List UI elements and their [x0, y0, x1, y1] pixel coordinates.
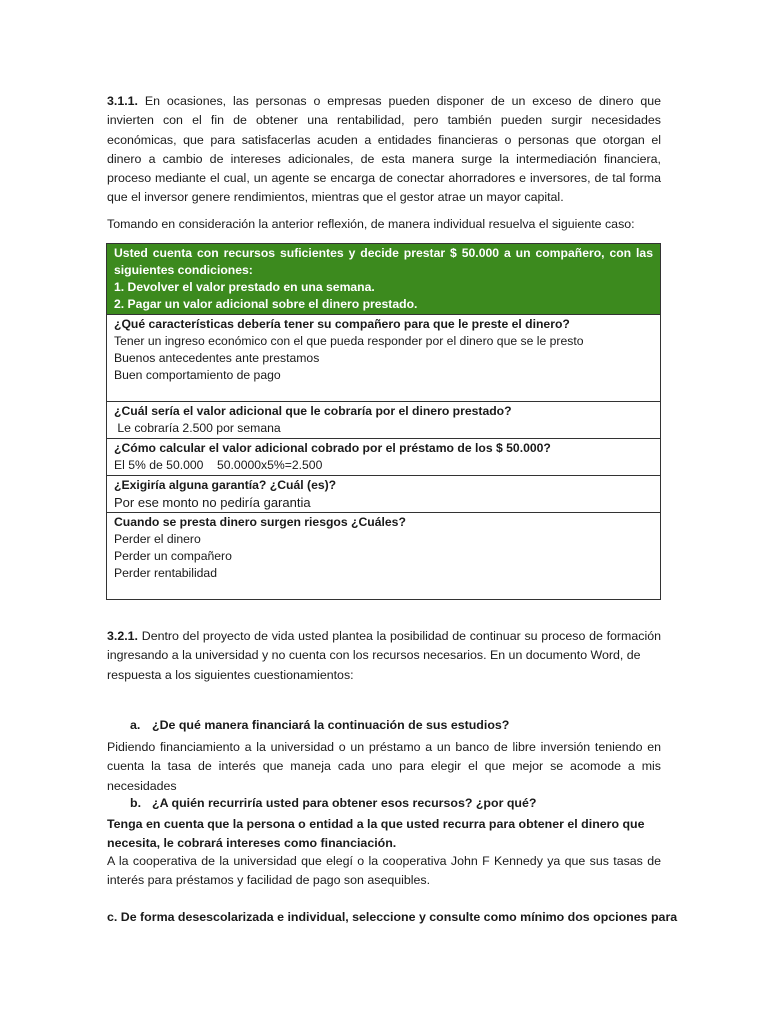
table-row [107, 402, 661, 439]
case-instruction: Tomando en consideración la anterior reflexión, de manera individual resuelva el siguiente caso: [107, 217, 635, 231]
case-header-row [107, 244, 661, 315]
section-number: 3.1.1. [107, 94, 139, 108]
table-row [107, 513, 661, 600]
section-3-2-1-intro: 3.2.1. Dentro del proyecto de vida usted plantea la posibilidad de continuar su proceso de formación ingresando a la universidad y no cuenta con los recursos necesarios. En un documento Word, de respuesta a los siguientes cuestionamientos: [107, 629, 661, 682]
question-b-note: Tenga en cuenta que la persona o entidad a la que usted recurra para obtener el dinero que necesita, le cobrará intereses como financiación. [107, 817, 645, 850]
section-number: 3.2.1. [107, 629, 139, 643]
loan-case-table [106, 243, 661, 600]
answer-b: A la cooperativa de la universidad que elegí o la cooperativa John F Kennedy ya que sus tasas de interés para préstamos y facilidad de pago son asequibles. [107, 854, 661, 888]
question-cell: ¿Cómo calcular el valor adicional cobrado por el préstamo de los $ 50.000? El 5% de 50.000 50.0000x5%=2.500 [107, 439, 661, 476]
table-row [107, 439, 661, 476]
question-a-label: a. [130, 718, 141, 732]
table-row [107, 476, 661, 513]
question-cell: Cuando se presta dinero surgen riesgos ¿Cuáles? Perder el dinero Perder un compañero Perder rentabilidad [107, 513, 661, 600]
answer-a: Pidiendo financiamiento a la universidad o un préstamo a un banco de libre inversión teniendo en cuenta la tasa de interés que maneja cada uno para elegir el que mejor se acomode a mis necesidades [107, 740, 661, 793]
question-cell: ¿Qué características debería tener su compañero para que le preste el dinero? Tener un ingreso económico con el que pueda responder por el dinero que se le presto Buenos antecedentes ante prestamos Buen comportamiento de pago [107, 315, 661, 402]
table-row [107, 315, 661, 402]
question-cell: ¿Cuál sería el valor adicional que le cobraría por el dinero prestado? Le cobraría 2.500 por semana [107, 402, 661, 439]
question-a: ¿De qué manera financiará la continuación de sus estudios? [152, 718, 510, 732]
section-3-1-1-paragraph [107, 92, 661, 208]
question-cell: ¿Exigiría alguna garantía? ¿Cuál (es)? Por ese monto no pediría garantia [107, 476, 661, 513]
question-c: c. De forma desescolarizada e individual, seleccione y consulte como mínimo dos opciones para [107, 910, 678, 924]
case-header-cell: Usted cuenta con recursos suficientes y decide prestar $ 50.000 a un compañero, con las siguientes condiciones: 1. Devolver el valor prestado en una semana. 2. Pagar un valor adicional sobre el dinero prestado. [107, 244, 661, 315]
question-b-label: b. [130, 796, 142, 810]
section-text: En ocasiones, las personas o empresas pueden disponer de un exceso de dinero que invierten con el fin de obtener una rentabilidad, pero también pueden surgir necesidades económicas, que para satisfacerlas acuden a entidades financieras o personas que otorgan el dinero a cambio de intereses adicionales, de esta manera surge la intermediación financiera, proceso mediante el cual, un agente se encarga de conectar ahorradores e inversores, de tal forma que el inversor genere rendimientos, mientras que el gestor atrae un mayor capital. [107, 94, 661, 205]
question-b: ¿A quién recurriría usted para obtener esos recursos? ¿por qué? [152, 796, 537, 810]
